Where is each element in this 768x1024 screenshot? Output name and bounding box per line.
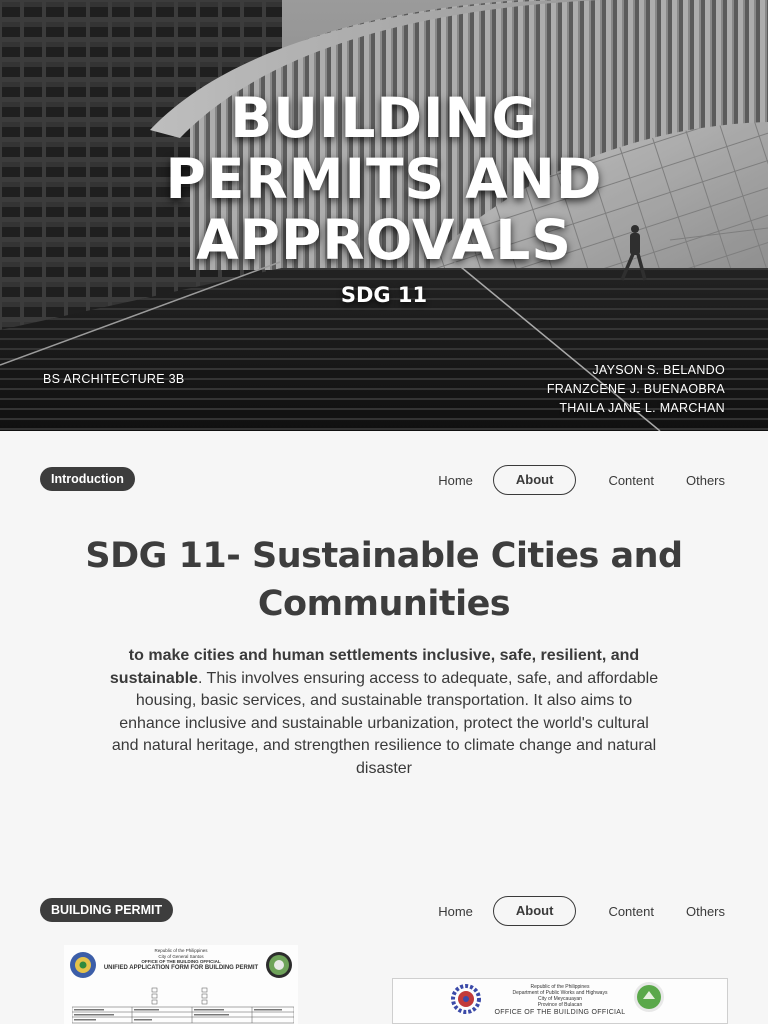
form-header-line: City of General Santos [158,953,204,959]
course-label: BS ARCHITECTURE 3B [43,372,185,386]
section-label-introduction: Introduction [40,467,135,491]
intro-paragraph-emphasis: to make cities and human settlements inclusive, safe, resilient, and sustainable [109,647,640,687]
nav-about[interactable]: About [493,465,577,495]
certificate-header [393,984,727,1017]
nav-content[interactable]: Content [608,472,654,488]
nav-others[interactable]: Others [685,903,725,919]
certificate-header-line: Province of Bulacan [537,1002,583,1008]
form-fields [72,987,294,1024]
top-nav [406,465,725,495]
intro-heading-line: SDG 11- Sustainable Cities and [85,536,683,576]
nav-home[interactable]: Home [438,903,473,919]
intro-heading [40,532,728,628]
hero-title-line: APPROVALS [196,208,572,272]
certificate-title: OFFICE OF THE BUILDING OFFICIAL [494,1009,626,1016]
certificate-header-line: Republic of the Philippines [530,984,590,990]
author-name: FRANZCENE J. BUENAOBRA [546,382,725,396]
hero-subtitle: SDG 11 [340,283,428,307]
intro-heading-line: Communities [257,584,511,624]
author-name: JAYSON S. BELANDO [592,363,725,377]
form-header [64,948,298,972]
nav-about[interactable]: About [493,896,577,926]
building-official-certificate-image [392,978,728,1024]
nav-home[interactable]: Home [438,472,473,488]
certificate-header-line: City of Meycauayan [538,996,582,1002]
permit-application-form-image [64,945,298,1024]
certificate-header-line: Department of Public Works and Highways [512,990,608,996]
author-list [547,361,725,418]
hero-banner [0,0,768,431]
intro-paragraph-rest: . This involves ensuring access to adequate, safe, and affordable housing, basic services, and sustainable transportation. It also aims to enhance inclusive and sustainable urbanization, protect the world's cultural and natural heritage, and strengthen resilience to climate change and natural disaster [111,669,659,777]
section-label-building-permit: BUILDING PERMIT [40,898,173,922]
author-name: THAILA JANE L. MARCHAN [559,401,725,415]
hero-title-line: PERMITS AND [165,147,603,211]
permit-nav [406,896,725,926]
nav-others[interactable]: Others [685,472,725,488]
form-title: UNIFIED APPLICATION FORM FOR BUILDING PERMIT [103,964,259,971]
hero-title [0,88,768,271]
intro-paragraph [105,645,663,780]
nav-content[interactable]: Content [608,903,654,919]
form-header-line: Republic of the Philippines [154,948,208,953]
form-header-line: OFFICE OF THE BUILDING OFFICIAL [141,959,221,964]
hero-title-line: BUILDING [230,86,538,150]
